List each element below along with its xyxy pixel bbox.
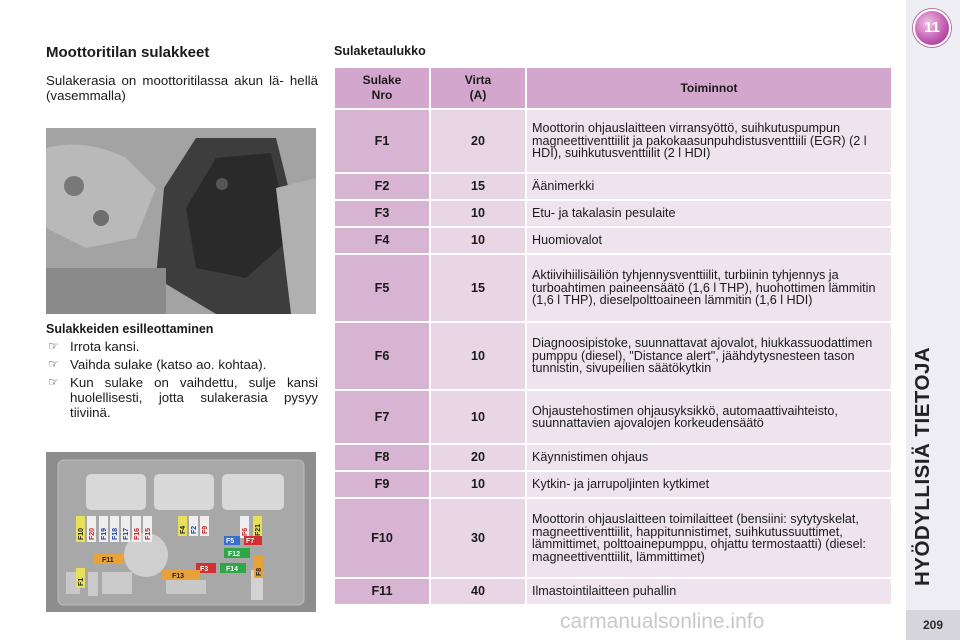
fuse-function: Äänimerkki [527, 174, 891, 199]
table-row [335, 110, 891, 172]
fuse-number: F7 [335, 391, 429, 443]
fuse-amperage: 40 [431, 579, 525, 604]
list-item [46, 339, 318, 354]
fuse-number: F11 [335, 579, 429, 604]
fuse-amperage: 20 [431, 110, 525, 172]
svg-text:F13: F13 [172, 573, 185, 580]
step-text: Kun sulake on vaihdettu, sulje kansi huolellisesti, jotta sulakerasia pysyy tiiviinä. [70, 375, 318, 420]
svg-text:F7: F7 [246, 538, 255, 545]
fuse-f8 [254, 556, 263, 578]
fuse-table [333, 66, 893, 606]
list-item [46, 375, 318, 420]
table-row [335, 579, 891, 604]
svg-text:F8: F8 [256, 567, 263, 576]
fuse-amperage: 10 [431, 323, 525, 389]
svg-text:F17: F17 [123, 527, 130, 540]
fuse-f11 [94, 554, 124, 564]
svg-text:F1: F1 [78, 577, 85, 586]
fuse-f4 [178, 516, 187, 536]
fuse-number: F1 [335, 110, 429, 172]
svg-text:F11: F11 [102, 557, 114, 564]
fuse-number: F2 [335, 174, 429, 199]
fuse-number: F6 [335, 323, 429, 389]
fuse-function: Moottorin ohjauslaitteen toimilaitteet (bensiini: sytytyskelat, magneettiventtiilit, happitunnistimet, suihkutussuuttimet, lämmittimet, polttoainepumppu, ohjattu termostaatti) (diesel: magneettiventtiilit, lämmittimet) [527, 499, 891, 577]
fuse-f1 [76, 568, 85, 588]
fuse-function: Kytkin- ja jarrupoljinten kytkimet [527, 472, 891, 497]
header-fuse-number: Sulake Nro [335, 68, 429, 108]
fusebox-drawing [46, 452, 316, 612]
intro-text: Sulakerasia on moottoritilassa akun lä- hellä (vasemmalla) [46, 73, 318, 103]
right-arrow-icon: ☞ [48, 339, 59, 353]
fuse-f15 [143, 516, 152, 542]
chapter-number-badge: 11 [913, 9, 951, 47]
fuse-amperage: 10 [431, 201, 525, 226]
fuse-function: Ilmastointilaitteen puhallin [527, 579, 891, 604]
table-row [335, 472, 891, 497]
table-row [335, 323, 891, 389]
fuse-function: Moottorin ohjauslaitteen virransyöttö, suihkutuspumpun magneettiventtiilit ja pakokaasunpuhdistusventtiili (EGR) (2 l HDI), suihkutusventtiilit (2 l HDI) [527, 110, 891, 172]
fuse-f21 [253, 516, 262, 538]
svg-text:F14: F14 [226, 566, 239, 573]
fusebox-diagram [46, 452, 316, 612]
fuse-f13 [162, 570, 200, 580]
fuse-f7 [244, 536, 262, 545]
header-functions: Toiminnot [527, 68, 891, 108]
svg-text:F6: F6 [242, 527, 249, 536]
fuse-amperage: 10 [431, 228, 525, 253]
step-text: Irrota kansi. [70, 339, 140, 354]
fuse-function: Ohjaustehostimen ohjausyksikkö, automaattivaihteisto, suunnattavien ajovalojen korkeudensäätö [527, 391, 891, 443]
table-row [335, 255, 891, 321]
section-title: Moottoritilan sulakkeet [46, 44, 210, 61]
table-row [335, 174, 891, 199]
fuse-function: Aktiivihiilisäiliön tyhjennysventtiilit, turbiinin tyhjennys ja turboahtimen paineensäätö (1,6 l THP), huohottimen lämmitin (1,6 l THP), dieselpolttoaineen lämmitin (1,6 l HDI) [527, 255, 891, 321]
fuse-f10 [76, 516, 85, 542]
fuse-amperage: 15 [431, 255, 525, 321]
fuse-amperage: 10 [431, 391, 525, 443]
svg-text:F12: F12 [228, 551, 241, 558]
svg-text:F4: F4 [180, 525, 187, 534]
list-item [46, 357, 318, 372]
fuse-number: F8 [335, 445, 429, 470]
fuse-f14 [220, 563, 246, 573]
table-row [335, 499, 891, 577]
fuse-amperage: 20 [431, 445, 525, 470]
fuse-f5 [224, 536, 240, 545]
table-row [335, 445, 891, 470]
removal-subtitle: Sulakkeiden esilleottaminen [46, 322, 214, 336]
svg-text:F9: F9 [202, 525, 209, 534]
fuse-number: F10 [335, 499, 429, 577]
fuse-number: F4 [335, 228, 429, 253]
left-column [46, 44, 318, 103]
table-row [335, 391, 891, 443]
watermark: carmanualsonline.info [560, 610, 765, 633]
fuse-amperage: 30 [431, 499, 525, 577]
header-current: Virta (A) [431, 68, 525, 108]
fuse-f6 [240, 516, 249, 538]
right-arrow-icon: ☞ [48, 375, 59, 389]
table-header-row [335, 68, 891, 108]
fuse-f20 [87, 516, 96, 542]
svg-text:F16: F16 [134, 527, 141, 540]
chapter-title: HYÖDYLLISIÄ TIETOJA [911, 346, 934, 586]
fuse-f18 [110, 516, 119, 542]
fuse-f12 [224, 548, 250, 558]
fuse-number: F9 [335, 472, 429, 497]
step-text: Vaihda sulake (katso ao. kohtaa). [70, 357, 267, 372]
svg-text:F3: F3 [200, 566, 209, 573]
fuse-amperage: 15 [431, 174, 525, 199]
svg-text:F10: F10 [78, 527, 85, 540]
svg-text:F20: F20 [89, 527, 96, 540]
svg-text:F21: F21 [255, 523, 262, 536]
fuse-f17 [121, 516, 130, 542]
svg-text:F19: F19 [101, 527, 108, 540]
fuse-function: Käynnistimen ohjaus [527, 445, 891, 470]
fuse-function: Diagnoosipistoke, suunnattavat ajovalot, hiukkassuodattimen pumppu (diesel), "Distance alert", jäähdytysnesteen tason tunnistin, sivupeilien säätökytkin [527, 323, 891, 389]
page-number: 209 [906, 610, 960, 640]
fuse-function: Etu- ja takalasin pesulaite [527, 201, 891, 226]
engine-photo-drawing [46, 128, 316, 314]
fuse-function: Huomiovalot [527, 228, 891, 253]
fuse-f2 [189, 516, 198, 536]
svg-text:F2: F2 [191, 525, 198, 534]
table-row [335, 201, 891, 226]
removal-steps [46, 339, 318, 423]
fuse-f19 [99, 516, 108, 542]
right-arrow-icon: ☞ [48, 357, 59, 371]
svg-text:F18: F18 [112, 527, 119, 540]
fuse-number: F5 [335, 255, 429, 321]
fuse-f16 [132, 516, 141, 542]
fuse-number: F3 [335, 201, 429, 226]
fuse-amperage: 10 [431, 472, 525, 497]
table-row [335, 228, 891, 253]
svg-text:F15: F15 [145, 527, 152, 540]
svg-text:F5: F5 [226, 538, 235, 545]
engine-compartment-photo [46, 128, 316, 314]
table-title: Sulaketaulukko [334, 44, 426, 58]
fuse-f9 [200, 516, 209, 536]
